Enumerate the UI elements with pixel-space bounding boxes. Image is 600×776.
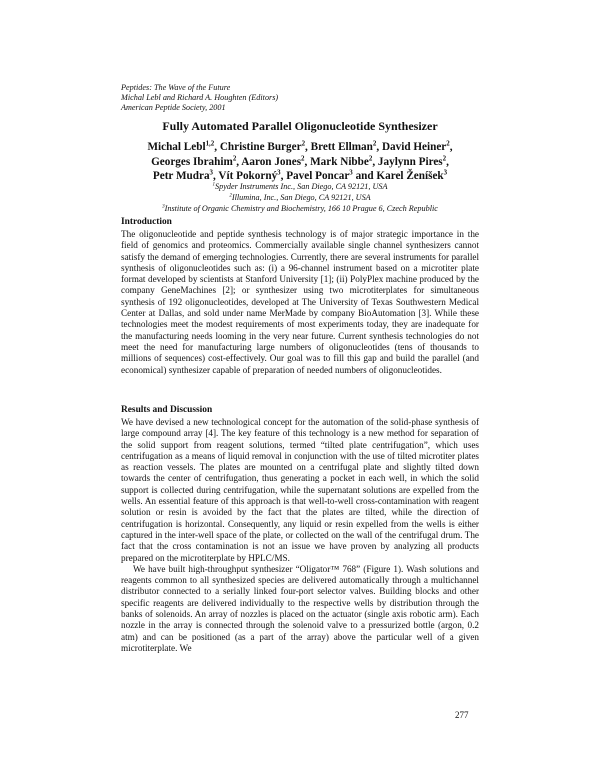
introduction-section xyxy=(121,217,479,376)
page-number: 277 xyxy=(455,710,469,720)
author xyxy=(310,153,378,168)
affiliation-number: 2 xyxy=(229,192,232,199)
header-line-2: Michal Lebl and Richard A. Houghten (Editors) xyxy=(121,93,279,102)
book-header xyxy=(121,83,278,113)
author-name: Karel Ženíšek xyxy=(376,170,444,182)
author-affiliation-mark: 2 xyxy=(446,139,450,148)
author-separator: , xyxy=(305,141,311,153)
author-list xyxy=(121,140,479,184)
introduction-heading: Introduction xyxy=(121,217,172,227)
author-affiliation-mark: 1,2 xyxy=(205,139,215,148)
author-affiliation-mark: 2 xyxy=(442,153,447,162)
affiliation-number: 1 xyxy=(212,181,216,188)
author-name: Mark Nibbe xyxy=(310,155,369,168)
author xyxy=(382,141,453,153)
author xyxy=(241,153,311,168)
affiliation-text: Illumina, Inc., San Diego, CA 92121, USA xyxy=(231,193,371,202)
author-affiliation-mark: 3 xyxy=(349,168,353,177)
author-name: Christine Burger xyxy=(219,141,302,153)
author-affiliation-mark: 2 xyxy=(372,139,377,148)
author-separator: , xyxy=(449,141,453,153)
paper-title: Fully Automated Parallel Oligonucleotide Synthesizer xyxy=(162,119,438,133)
author-separator: , xyxy=(214,141,220,153)
author-name: Petr Mudra xyxy=(152,170,210,182)
results-section xyxy=(121,405,479,654)
author-name: David Heiner xyxy=(381,141,447,153)
header-line-3: American Peptide Society, 2001 xyxy=(121,103,226,112)
header-line-1: Peptides: The Wave of the Future xyxy=(121,83,231,92)
author-name: Pavel Poncar xyxy=(286,170,350,182)
author-affiliation-mark: 2 xyxy=(301,139,306,148)
affiliation xyxy=(121,192,479,203)
author-affiliation-mark: 2 xyxy=(368,153,373,162)
author-affiliation-mark: 3 xyxy=(209,168,214,177)
author-affiliation-mark: 3 xyxy=(443,168,448,177)
results-paragraph-2: We have built high-throughput synthesizer “Oligator™ 768” (Figure 1). Wash solutions and reagents common to all synthesized species are delivered automatically through a multichannel distributor connected to a serially linked four-port selector valves. Building blocks and other specific reagents are delivered individually to the respective wells by distribution through the banks of solenoids. An array of nozzles is placed on the actuator (single axis robotic arm). Each nozzle in the array is connected through the solenoid valve to a pressurized bottle (argon, 0.2 atm) and can be positioned (as a part of the array) above the particular well of a given microtiterplate. We xyxy=(121,563,479,653)
author-separator: and xyxy=(352,170,377,182)
affiliation-list xyxy=(121,181,479,214)
affiliation xyxy=(121,181,479,192)
affiliation-number: 3 xyxy=(162,203,165,210)
author-affiliation-mark: 2 xyxy=(232,153,237,162)
author-separator: , xyxy=(372,155,378,168)
author xyxy=(311,141,382,153)
author-name: Michal Lebl xyxy=(147,141,206,153)
author-name: Aaron Jones xyxy=(241,155,302,168)
author-name: Jaylynn Pires xyxy=(377,155,443,168)
affiliation-text: Institute of Organic Chemistry and Biochemistry, 166 10 Prague 6, Czech Republic xyxy=(164,204,438,213)
author xyxy=(220,141,311,153)
author-separator: , xyxy=(304,155,311,168)
author xyxy=(151,153,242,168)
author-name: Brett Ellman xyxy=(310,141,373,153)
author xyxy=(377,153,449,168)
author-name: Vít Pokorný xyxy=(218,170,278,182)
affiliation xyxy=(121,203,479,214)
affiliation-text: Spyder Instruments Inc., San Diego, CA 92121, USA xyxy=(215,182,388,191)
author-affiliation-mark: 3 xyxy=(277,168,281,177)
author-separator: , xyxy=(236,155,242,168)
author xyxy=(147,141,219,153)
author-separator: , xyxy=(376,141,382,153)
author-name: Georges Ibrahim xyxy=(151,155,233,168)
author-separator: , xyxy=(446,155,449,168)
author-affiliation-mark: 2 xyxy=(301,153,305,162)
introduction-paragraph: The oligonucleotide and peptide synthesis technology is of major strategic importance in the field of genomics and proteomics. Commercially available single channel synthesizers cannot satisfy the demand of emerging technologies. Currently, there are several instruments for parallel synthesis of oligonucleotides such as: (i) a 96-channel instrument based on a microtiter plate format developed by scientists at Stanford University [1]; (ii) PolyPlex machine produced by the company GeneMachines [2]; or synthesizer using two microtiterplates for simultaneous synthesis of 192 oligonucleotides, developed at The University of Texas Southwestern Medical Center at Dallas, and sold under name MerMade by company BioAutomation [3]. While these technologies meet the modest requirements of most experiments today, they are inadequate for the manufacturing needs looming in the very near future. Current synthesis technologies do not meet the need for manufacturing large numbers of oligonucleotides (tens of thousands to millions of sequences) cost-effectively. Our goal was to fill this gap and build the parallel (and economical) synthesizer capable of preparation of needed numbers of oligonucleotides. xyxy=(121,229,479,375)
results-paragraph-1: We have devised a new technological concept for the automation of the solid-phase synthesis of large compound array [4]. The key feature of this technology is a new method for separation of the solid support from reagent solutions, termed “tilted plate centrifugation”, which uses centrifugation as a means of liquid removal in conjunction with the use of tilted microtiter plates as reaction vessels. The plates are mounted on a centrifugal plate and slightly tilted down towards the center of centrifugation, thus generating a pocket in each well, in which the solid support is collected during centrifugation, while the supernatant solutions are expelled from the wells. An essential feature of this approach is that well-to-well cross-contamination with reagent solution or resin is avoided by the fact that the plates are tilted, while the direction of centrifugation is horizontal. Consequently, any liquid or resin expelled from the wells is either captured in the inter-well space of the plate, or collected on the wall of the centrifugal drum. The fact that the cross contamination is not an issue we have proven by analyzing all products prepared on the microtiterplate by HPLC/MS. xyxy=(121,417,479,563)
results-heading: Results and Discussion xyxy=(121,405,213,415)
author-separator: , xyxy=(280,170,287,182)
author-separator: , xyxy=(213,170,219,182)
